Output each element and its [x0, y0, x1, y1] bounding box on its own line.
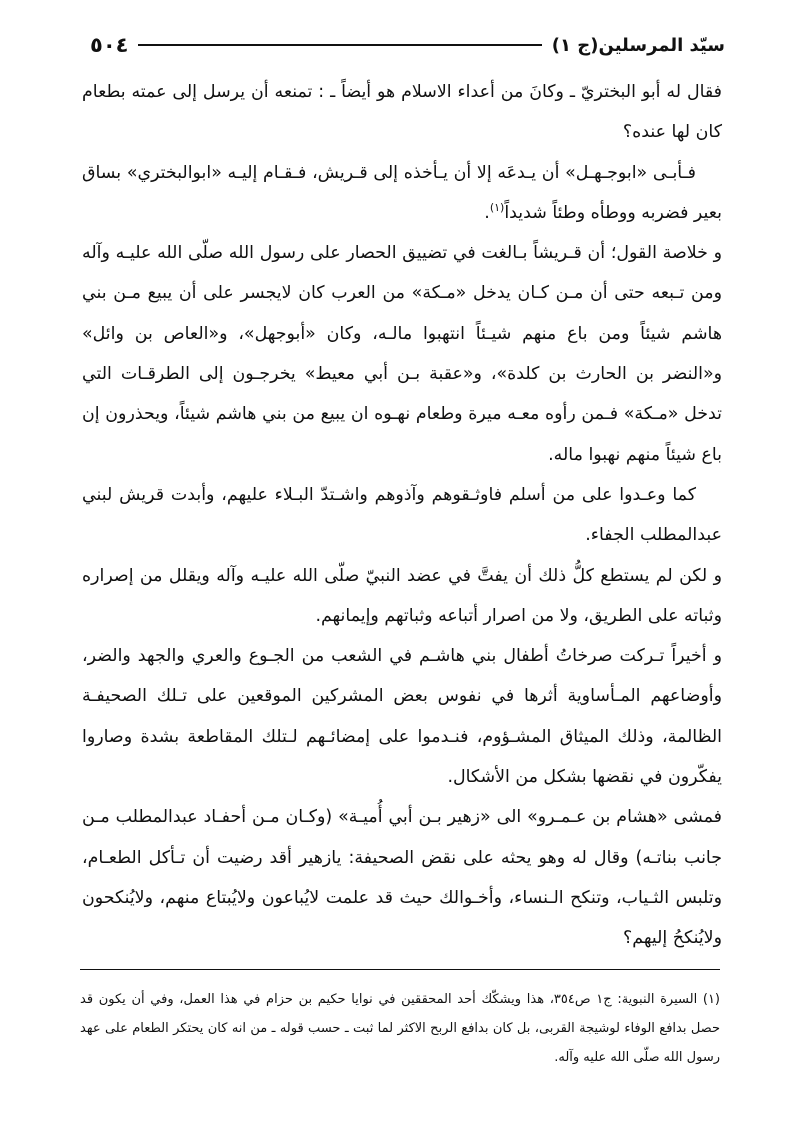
paragraph-1: فقال له أبو البختريّ ـ وكانَ من أعداء الاسلام هو أيضاً ـ : تمنعه أن يرسل إلى عمته بطعام كان لها عنده؟	[82, 82, 722, 143]
page-number: ٥٠٤	[90, 33, 129, 57]
paragraph-5: و لكن لم يستطع كلُّ ذلك أن يفتَّ في عضد النبيّ صلّى الله عليـه وآله ويقلل من إصراره وثباته على الطريق، ولا من اصرار أتباعه وثباتهم وإيمانهم.	[82, 565, 722, 626]
footnote-1: (١) السيرة النبوية: ج١ ص٣٥٤، هذا ويشكّك أحد المحققين في نوايا حكيم بن حزام في هذا العمل، وفي أن يكون قد حصل بدافع الوفاء لوشيجة القربى، بل كان بدافع الربح الاكثر لما ثبت ـ حسب قوله ـ من انه كان يحتكر الطعام على عهد رسول الله صلّى الله عليه وآله.	[80, 992, 720, 1065]
main-text	[82, 72, 722, 959]
paragraph-3: و خلاصة القول؛ أن قـريشاً بـالغت في تضييق الحصار على رسول الله صلّى الله عليـه وآله ومن تـبعه حتى أن مـن كـان يدخل «مـكة» من العرب كان لايجسر على أن يبيع مـن بني هاشم شيئاً ومن باع منهم شيـئاً انتهبوا مالـه، وكان «أبوجهل»، و«العاص بن وائل» و«النضر بن الحارث بن كلدة»، و«عقبة بـن أبي معيط» يخرجـون إلى الطرقـات التي تدخل «مـكة» فـمن رأوه معـه ميرة وطعام نهـوه ان يبيع من بني هاشم شيئاً، ويحذرون إن باع شيئاً منهم نهبوا ماله.	[82, 243, 722, 465]
footnote-reference[interactable]: (١)	[489, 201, 505, 215]
paragraph-2: فـأبـى «ابوجـهـل» أن يـدعَه إلا أن يـأخذه إلى قـريش، فـقـام إليـه «ابوالبختري» بساق بعير فضربه ووطأه وطئاً شديداً$^{(١)}$.	[82, 162, 722, 223]
header-rule	[138, 44, 541, 46]
footnote-separator	[80, 969, 720, 970]
paragraph-7: فمشى «هشام بن عـمـرو» الى «زهير بـن أبي أُميـة» (وكـان مـن أحفـاد عبدالمطلب مـن جانب بناتـه) وقال له وهو يحثه على نقض الصحيفة: يازهير أقد رضيت أن تـأكل الطعـام، وتلبس الثـياب، وتنكح الـنساء، وأخـوالك حيث قد علمت لايُباعون ولايُبتاع منهم، ولايُنكحون ولايُنكحُ إليهم؟	[82, 807, 722, 949]
page-header	[90, 30, 725, 60]
paragraph-2-text: فـأبـى «ابوجـهـل» أن يـدعَه إلا أن يـأخذه إلى قـريش، فـقـام إليـه «ابوالبختري» بساق بعير فضربه ووطأه وطئاً شديداً	[82, 162, 722, 223]
book-title: سيّد المرسلين(ج ١)	[551, 34, 725, 56]
paragraph-4: كما وعـدوا على من أسلم فاوثـقوهم وآذوهم واشـتدّ البـلاء عليهم، وأبدت قريش لبني عبدالمطلب الجفاء.	[82, 484, 722, 546]
footnotes	[80, 985, 720, 1072]
paragraph-6: و أخيراً تـركت صرخاتُ أطفال بني هاشـم في الشعب من الجـوع والعري والجهد والضر، وأوضاعهم المـأساوية أثرها في نفوس بعض المشركين الموقعين على تـلك الصحيفـة الظالمة، وذلك الميثاق المشـؤوم، فنـدموا على إمضائـهم لـتلك المقاطعة بشدة وصاروا يفكّرون في نقضها بشكل من الأشكال.	[82, 646, 722, 788]
